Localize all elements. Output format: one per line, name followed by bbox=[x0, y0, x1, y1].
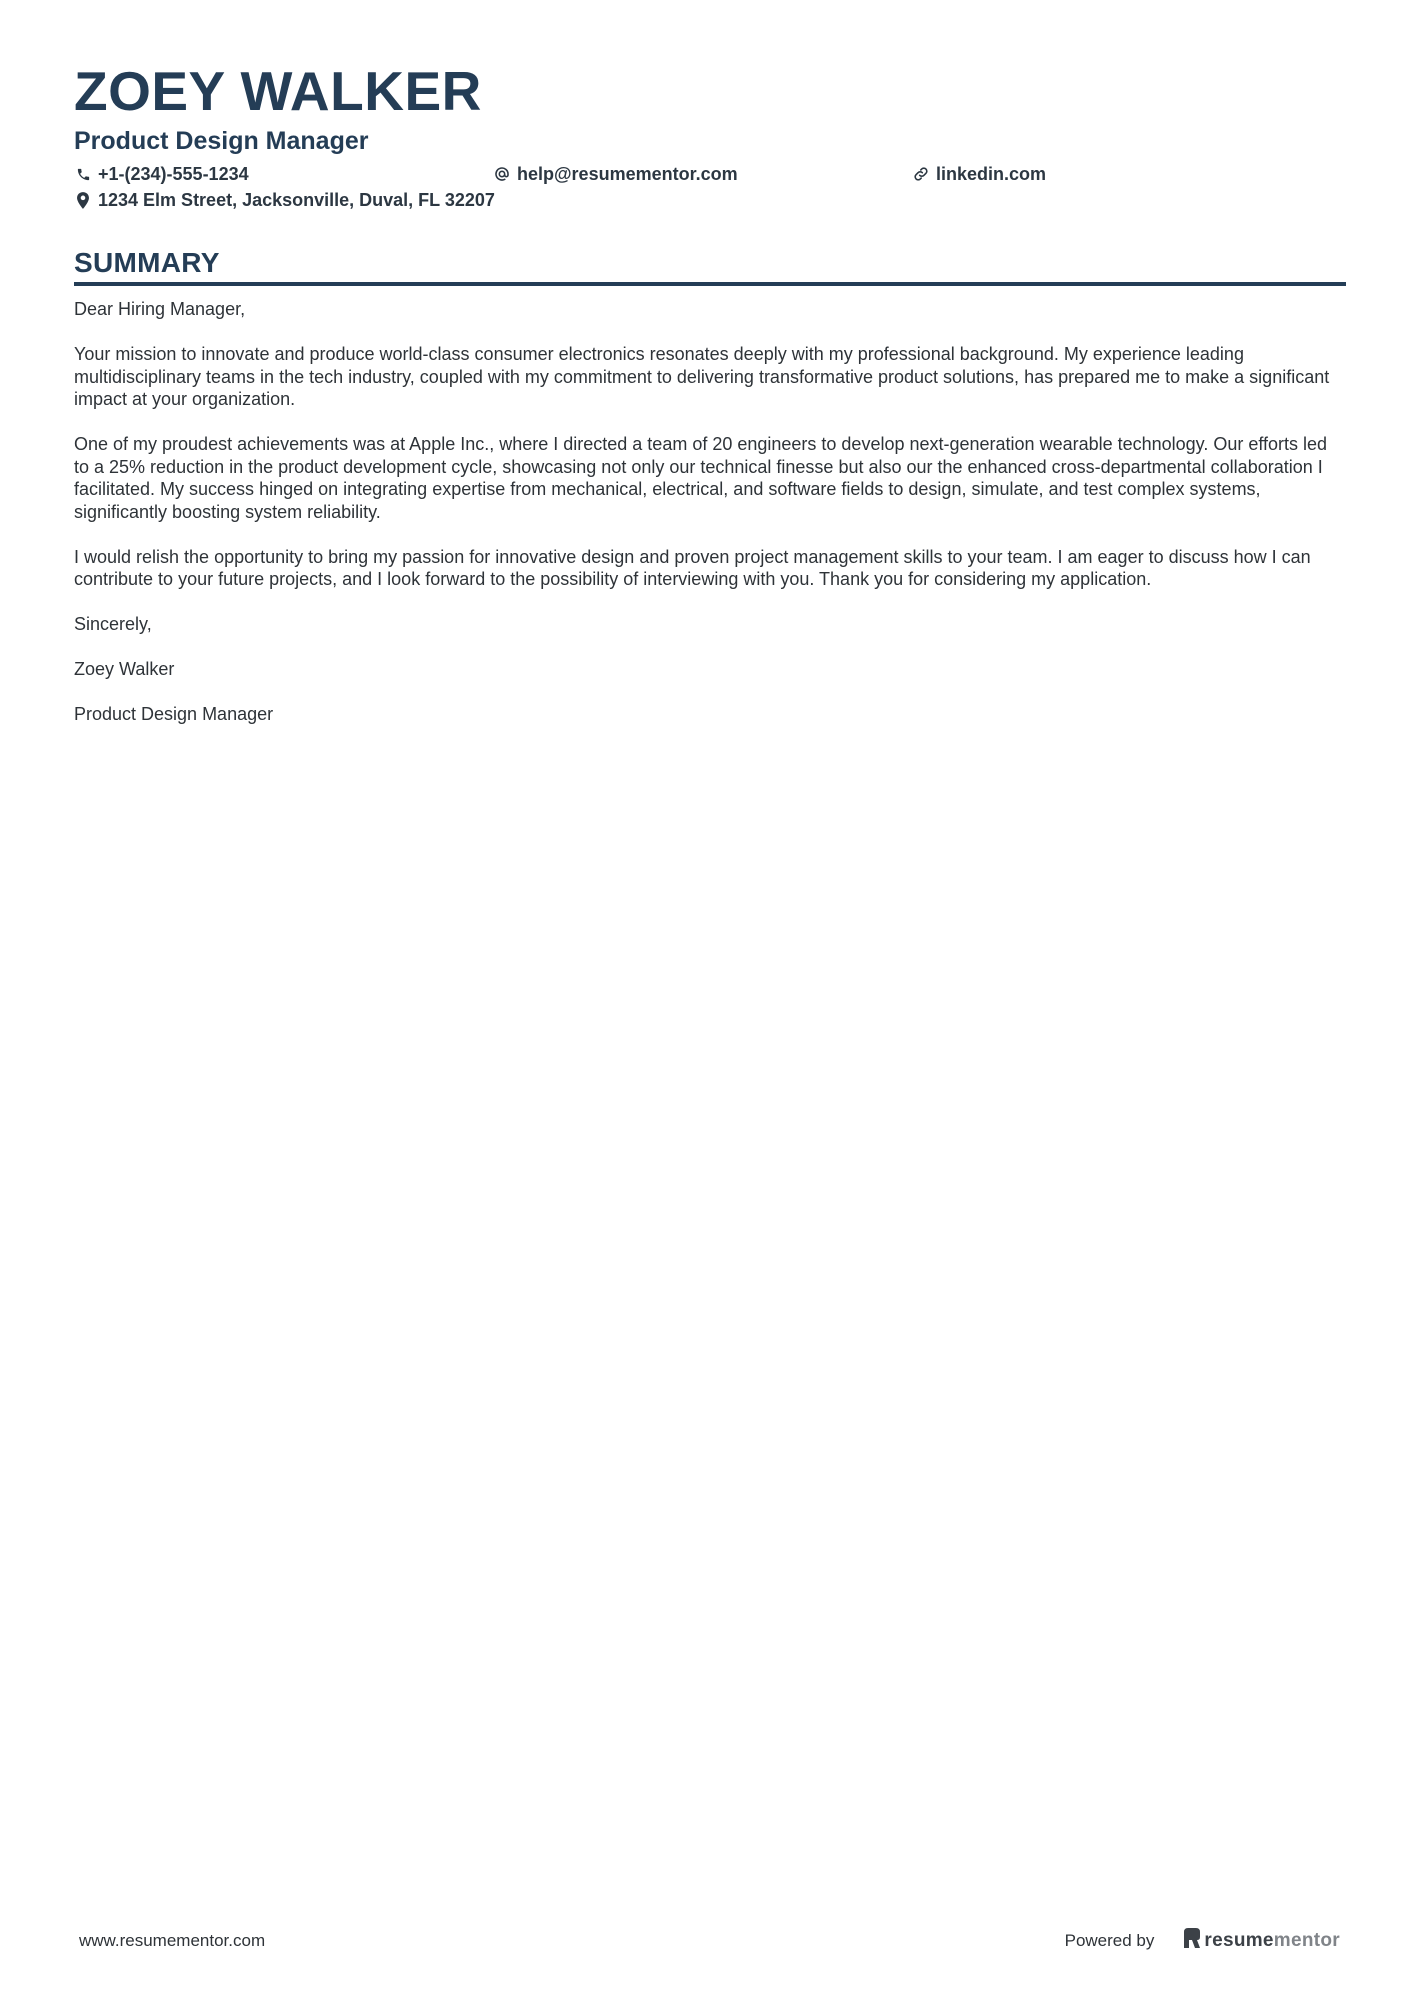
address-text: 1234 Elm Street, Jacksonville, Duval, FL 32207 bbox=[98, 189, 495, 210]
phone-text: +1-(234)-555-1234 bbox=[98, 163, 249, 184]
at-icon bbox=[493, 165, 511, 183]
brand-logo-icon bbox=[1184, 1928, 1200, 1954]
powered-by-label: Powered by bbox=[1064, 1931, 1155, 1950]
candidate-role: Product Design Manager bbox=[74, 127, 369, 155]
summary-heading: SUMMARY bbox=[74, 247, 220, 278]
candidate-name: ZOEY WALKER bbox=[74, 60, 482, 122]
contact-row-2 bbox=[74, 187, 1346, 213]
signature-title: Product Design Manager bbox=[74, 704, 274, 724]
paragraph-2: One of my proudest achievements was at Apple Inc., where I directed a team of 20 engineers to develop next-generation wearable technology. Our efforts led to a 25% reduction in the product development cycle, showcasing not only our technical finesse but also our the enhanced cross-departmental collaboration I facilitated. My success hinged on integrating expertise from mechanical, electrical, and software fields to design, simulate, and test complex systems, significantly boosting system reliability. bbox=[74, 434, 1328, 522]
footer-branding bbox=[1065, 1928, 1340, 1954]
contact-phone bbox=[74, 164, 493, 185]
link-icon bbox=[912, 165, 930, 183]
letter-body bbox=[74, 298, 1346, 726]
signature-name: Zoey Walker bbox=[74, 659, 175, 679]
section-divider bbox=[74, 282, 1346, 286]
contact-address bbox=[74, 190, 495, 211]
brand-logo[interactable] bbox=[1184, 1928, 1340, 1954]
contact-row-1 bbox=[74, 161, 1346, 187]
contact-email bbox=[493, 164, 912, 185]
link-text[interactable]: linkedin.com bbox=[936, 163, 1047, 184]
phone-icon bbox=[74, 165, 92, 183]
email-text[interactable]: help@resumementor.com bbox=[517, 163, 738, 184]
closing: Sincerely, bbox=[74, 614, 152, 634]
paragraph-3: I would relish the opportunity to bring my passion for innovative design and proven project management skills to your team. I am eager to discuss how I can contribute to your future projects, and I look forward to the possibility of interviewing with you. Thank you for considering my application. bbox=[74, 546, 1311, 589]
paragraph-1: Your mission to innovate and produce world-class consumer electronics resonates deeply with my professional background. My experience leading multidisciplinary teams in the tech industry, coupled with my commitment to delivering transformative product solutions, has prepared me to make a significant impact at your organization. bbox=[74, 344, 1330, 409]
brand-text-resume: resume bbox=[1204, 1930, 1274, 1951]
contact-link bbox=[912, 164, 1046, 185]
salutation: Dear Hiring Manager, bbox=[74, 299, 246, 319]
cover-letter-page bbox=[74, 58, 1346, 748]
footer-website[interactable]: www.resumementor.com bbox=[79, 1931, 266, 1950]
map-pin-icon bbox=[74, 191, 92, 209]
brand-text-mentor: mentor bbox=[1273, 1930, 1340, 1951]
